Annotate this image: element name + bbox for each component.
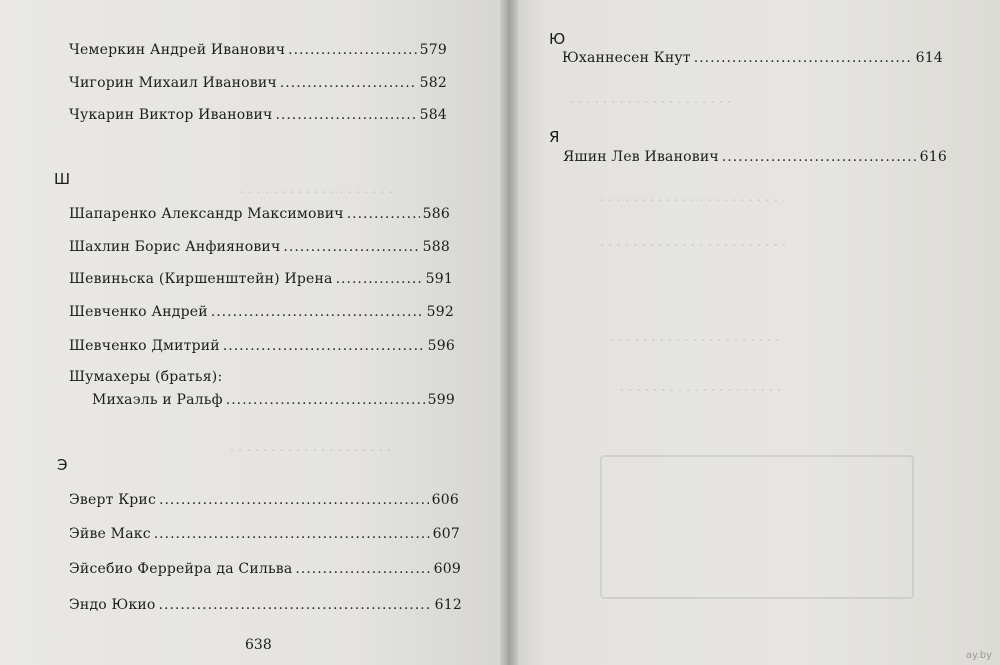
entry-page-number: 596 [427, 338, 455, 354]
entry-name: Шапаренко Александр Максимович [69, 206, 344, 222]
index-entry [562, 50, 943, 66]
entry-page-number: 588 [422, 239, 450, 255]
show-through-text: . . . . . . . . . . . . . . . . . . . [240, 182, 393, 197]
entry-name: Эйсебио Феррейра да Сильва [69, 561, 293, 577]
entry-page-number: 592 [426, 304, 454, 320]
leader-dots [336, 271, 423, 287]
section-letter: Э [57, 456, 68, 474]
entry-page-number: 591 [425, 271, 453, 287]
index-entry [69, 338, 455, 354]
index-entry [92, 392, 455, 408]
entry-name: Шевченко Андрей [69, 304, 208, 320]
entry-name: Шевиньска (Киршенштейн) Ирена [69, 271, 333, 287]
entry-page-number: 584 [419, 107, 447, 123]
entry-page-number: 582 [419, 75, 447, 91]
leader-dots [211, 304, 424, 320]
index-entry [69, 561, 461, 577]
entry-name: Чукарин Виктор Иванович [69, 107, 273, 123]
leader-dots [159, 597, 432, 613]
entry-page-number: 586 [422, 206, 450, 222]
entry-name: Шевченко Дмитрий [69, 338, 220, 354]
index-entry [69, 42, 447, 58]
section-letter: Я [549, 128, 560, 146]
index-entry [69, 75, 447, 91]
index-entry [563, 149, 947, 165]
index-entry [69, 597, 462, 613]
entry-name: Михаэль и Ральф [92, 392, 223, 408]
index-entry [69, 239, 450, 255]
section-letter: Ш [54, 170, 71, 188]
entry-name: Эверт Крис [69, 492, 157, 508]
entry-page-number: 606 [431, 492, 459, 508]
book-gutter [500, 0, 518, 665]
index-entry [69, 492, 459, 508]
index-entry [69, 271, 453, 287]
show-through-stamp [600, 455, 914, 599]
leader-dots [722, 149, 917, 165]
leader-dots [280, 75, 417, 91]
entry-name: Шахлин Борис Анфиянович [69, 239, 281, 255]
index-entry [69, 526, 460, 542]
leader-dots [288, 42, 417, 58]
leader-dots [694, 50, 913, 66]
watermark: ay.by [965, 650, 992, 661]
group-title: Шумахеры (братья): [69, 369, 223, 385]
show-through-text: . . . . . . . . . . . . . . . . . . . . . . . [600, 235, 786, 250]
entry-page-number: 614 [915, 50, 943, 66]
entry-name: Юханнесен Кнут [562, 50, 691, 66]
entry-page-number: 616 [919, 149, 947, 165]
leader-dots [275, 107, 416, 123]
show-through-text: . . . . . . . . . . . . . . . . . . . . [620, 380, 782, 395]
entry-name: Эйве Макс [69, 526, 151, 542]
show-through-text: . . . . . . . . . . . . . . . . . . . . [570, 92, 732, 107]
page-number: 638 [245, 637, 272, 653]
leader-dots [283, 239, 419, 255]
show-through-text: . . . . . . . . . . . . . . . . . . . . . . . [600, 190, 786, 205]
entry-name: Эндо Юкио [69, 597, 156, 613]
entry-page-number: 579 [419, 42, 447, 58]
leader-dots [159, 492, 429, 508]
leader-dots [223, 338, 425, 354]
index-entry [69, 107, 447, 123]
entry-name: Чигорин Михаил Иванович [69, 75, 277, 91]
index-entry [69, 206, 450, 222]
index-entry [69, 304, 454, 320]
show-through-text: . . . . . . . . . . . . . . . . . . . . [230, 440, 392, 455]
entry-page-number: 609 [433, 561, 461, 577]
entry-page-number: 612 [434, 597, 462, 613]
entry-page-number: 599 [427, 392, 455, 408]
section-letter: Ю [549, 30, 566, 48]
entry-name: Яшин Лев Иванович [563, 149, 719, 165]
leader-dots [347, 206, 420, 222]
show-through-text: . . . . . . . . . . . . . . . . . . . . . [610, 330, 780, 345]
leader-dots [154, 526, 430, 542]
leader-dots [226, 392, 425, 408]
leader-dots [295, 561, 430, 577]
entry-page-number: 607 [432, 526, 460, 542]
entry-name: Чемеркин Андрей Иванович [69, 42, 286, 58]
